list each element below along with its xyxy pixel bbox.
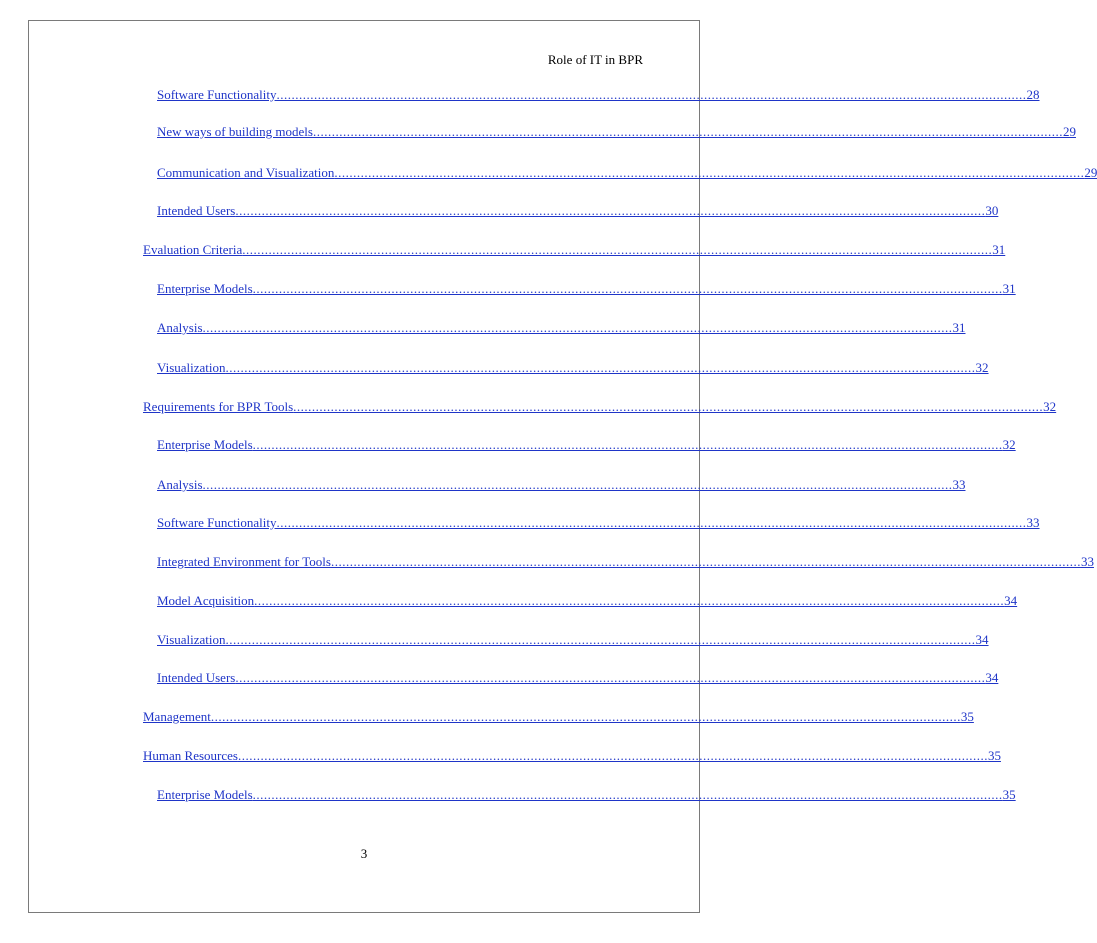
toc-entry-title: Model Acquisition bbox=[157, 593, 255, 608]
toc-leader-dots: ........................................................................................................................................................................................................ bbox=[237, 748, 988, 763]
toc-leader-dots: ........................................................................................................................................................................................................ bbox=[276, 515, 1027, 530]
toc-entry-integrated-environment-for-tools[interactable] bbox=[157, 554, 1094, 570]
toc-entry-page: 32 bbox=[1043, 399, 1057, 414]
toc-entry-page: 30 bbox=[985, 203, 999, 218]
toc-leader-dots: ........................................................................................................................................................................................................ bbox=[252, 437, 1003, 452]
toc-entry-page: 35 bbox=[987, 748, 1001, 763]
toc-entry-page: 35 bbox=[960, 709, 974, 724]
toc-entry-intended-users[interactable] bbox=[157, 203, 999, 219]
toc-entry-page: 31 bbox=[1002, 281, 1016, 296]
toc-entry-title: Enterprise Models bbox=[157, 437, 253, 452]
toc-leader-dots: ........................................................................................................................................................................................................ bbox=[252, 281, 1003, 296]
toc-entry-page: 35 bbox=[1002, 787, 1016, 802]
toc-entry-page: 33 bbox=[1080, 554, 1094, 569]
toc-entry-title: New ways of building models bbox=[157, 124, 313, 139]
toc-entry-title: Requirements for BPR Tools bbox=[143, 399, 294, 414]
toc-entry-page: 31 bbox=[952, 320, 966, 335]
toc-entry-title: Management bbox=[143, 709, 211, 724]
toc-entry-title: Analysis bbox=[157, 320, 203, 335]
toc-entry-title: Enterprise Models bbox=[157, 787, 253, 802]
toc-leader-dots: ........................................................................................................................................................................................................ bbox=[225, 360, 976, 375]
toc-entry-evaluation-criteria[interactable] bbox=[143, 242, 1006, 258]
toc-entry-title: Evaluation Criteria bbox=[143, 242, 243, 257]
toc-leader-dots: ........................................................................................................................................................................................................ bbox=[276, 87, 1027, 102]
toc-leader-dots: ........................................................................................................................................................................................................ bbox=[235, 670, 986, 685]
toc-entry-title: Human Resources bbox=[143, 748, 238, 763]
toc-entry-title: Intended Users bbox=[157, 670, 236, 685]
toc-entry-management[interactable] bbox=[143, 709, 974, 725]
toc-entry-title: Intended Users bbox=[157, 203, 236, 218]
toc-entry-page: 28 bbox=[1026, 87, 1040, 102]
toc-leader-dots: ........................................................................................................................................................................................................ bbox=[254, 593, 1005, 608]
toc-entry-page: 32 bbox=[975, 360, 989, 375]
toc-entry-human-resources[interactable] bbox=[143, 748, 1001, 764]
page-number: 3 bbox=[360, 846, 368, 861]
toc-entry-page: 32 bbox=[1002, 437, 1016, 452]
toc-entry-title: Visualization bbox=[157, 632, 226, 647]
toc-entry-page: 29 bbox=[1062, 124, 1076, 139]
toc-entry-enterprise-models[interactable] bbox=[157, 787, 1016, 803]
toc-leader-dots: ........................................................................................................................................................................................................ bbox=[242, 242, 993, 257]
toc-leader-dots: ........................................................................................................................................................................................................ bbox=[235, 203, 986, 218]
toc-entry-title: Communication and Visualization bbox=[157, 165, 335, 180]
toc-entry-new-ways-of-building-models[interactable] bbox=[157, 124, 1076, 140]
toc-entry-page: 34 bbox=[975, 632, 989, 647]
toc-entry-software-functionality[interactable] bbox=[157, 515, 1040, 531]
toc-entry-page: 34 bbox=[1004, 593, 1018, 608]
toc-entry-communication-and-visualization[interactable] bbox=[157, 165, 1097, 181]
toc-entry-page: 33 bbox=[1026, 515, 1040, 530]
toc-leader-dots: ........................................................................................................................................................................................................ bbox=[293, 399, 1044, 414]
toc-entry-page: 29 bbox=[1084, 165, 1097, 180]
toc-entry-model-acquisition[interactable] bbox=[157, 593, 1018, 609]
toc-leader-dots: ........................................................................................................................................................................................................ bbox=[312, 124, 1063, 139]
toc-entry-enterprise-models[interactable] bbox=[157, 437, 1016, 453]
toc-leader-dots: ........................................................................................................................................................................................................ bbox=[334, 165, 1085, 180]
toc-entry-page: 31 bbox=[992, 242, 1006, 257]
toc-entry-visualization[interactable] bbox=[157, 360, 989, 376]
toc-entry-title: Analysis bbox=[157, 477, 203, 492]
toc-entry-title: Software Functionality bbox=[157, 515, 277, 530]
toc-leader-dots: ........................................................................................................................................................................................................ bbox=[225, 632, 976, 647]
toc-entry-analysis[interactable] bbox=[157, 320, 966, 336]
toc-entry-software-functionality[interactable] bbox=[157, 87, 1040, 103]
toc-entry-page: 34 bbox=[985, 670, 999, 685]
toc-entry-page: 33 bbox=[952, 477, 966, 492]
toc-entry-title: Integrated Environment for Tools bbox=[157, 554, 331, 569]
toc-leader-dots: ........................................................................................................................................................................................................ bbox=[202, 477, 953, 492]
toc-entry-requirements-for-bpr-tools[interactable] bbox=[143, 399, 1057, 415]
toc-leader-dots: ........................................................................................................................................................................................................ bbox=[330, 554, 1081, 569]
toc-entry-visualization[interactable] bbox=[157, 632, 989, 648]
running-header: Role of IT in BPR bbox=[547, 52, 643, 67]
toc-entry-enterprise-models[interactable] bbox=[157, 281, 1016, 297]
toc-entry-title: Enterprise Models bbox=[157, 281, 253, 296]
toc-leader-dots: ........................................................................................................................................................................................................ bbox=[252, 787, 1003, 802]
toc-entry-title: Software Functionality bbox=[157, 87, 277, 102]
toc-entry-title: Visualization bbox=[157, 360, 226, 375]
toc-entry-intended-users[interactable] bbox=[157, 670, 999, 686]
toc-leader-dots: ........................................................................................................................................................................................................ bbox=[210, 709, 961, 724]
toc-entry-analysis[interactable] bbox=[157, 477, 966, 493]
toc-leader-dots: ........................................................................................................................................................................................................ bbox=[202, 320, 953, 335]
